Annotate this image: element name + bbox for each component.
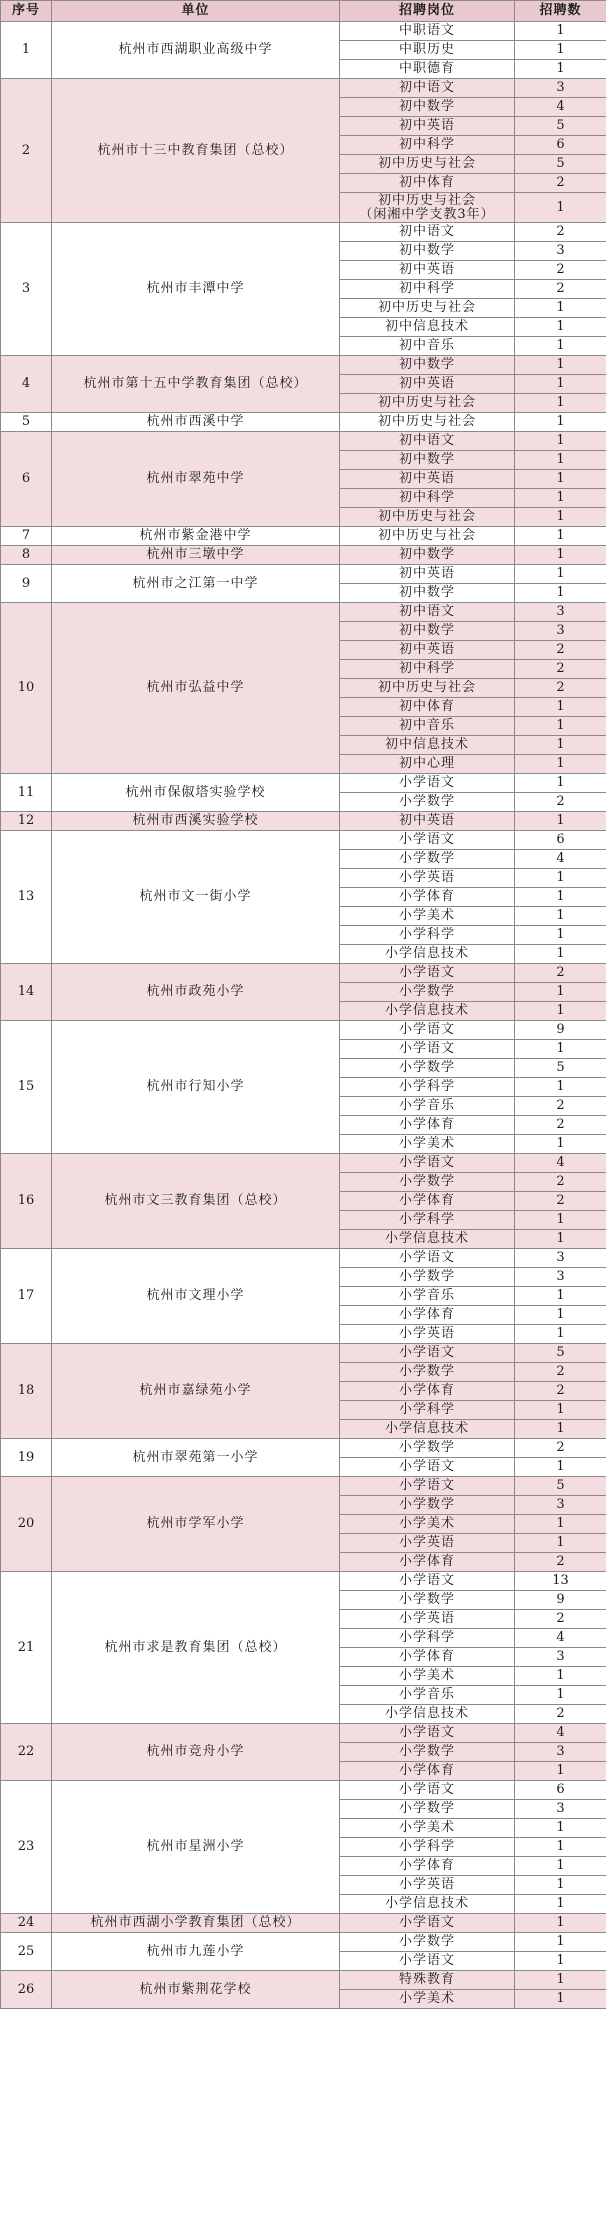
- post-cell: 小学体育: [340, 1192, 515, 1211]
- serial-no-cell: 25: [1, 1933, 52, 1971]
- table-row: [1, 22, 606, 41]
- post-cell: 小学语文: [340, 1724, 515, 1743]
- post-cell: 初中体育: [340, 174, 515, 193]
- count-cell: 1: [515, 1078, 606, 1097]
- table-row: [1, 1724, 606, 1743]
- post-cell: 初中英语: [340, 261, 515, 280]
- table-row: [1, 79, 606, 98]
- count-cell: 1: [515, 1838, 606, 1857]
- post-cell: 小学语文: [340, 1572, 515, 1591]
- count-cell: 3: [515, 1800, 606, 1819]
- count-cell: 3: [515, 1648, 606, 1667]
- table-row: [1, 1154, 606, 1173]
- serial-no-cell: 18: [1, 1344, 52, 1439]
- post-cell: 小学信息技术: [340, 1420, 515, 1439]
- school-name-cell: 杭州市竞舟小学: [52, 1724, 340, 1781]
- count-cell: 3: [515, 1268, 606, 1287]
- post-cell: 初中语文: [340, 223, 515, 242]
- table-row: [1, 774, 606, 793]
- post-cell: 小学英语: [340, 1534, 515, 1553]
- post-cell: 小学科学: [340, 1211, 515, 1230]
- post-cell: 小学语文: [340, 1952, 515, 1971]
- serial-no-cell: 9: [1, 565, 52, 603]
- count-cell: 2: [515, 641, 606, 660]
- post-cell: 小学美术: [340, 1515, 515, 1534]
- post-cell: 小学体育: [340, 1648, 515, 1667]
- serial-no-cell: 3: [1, 223, 52, 356]
- post-cell: 小学数学: [340, 1268, 515, 1287]
- count-cell: 1: [515, 527, 606, 546]
- count-cell: 1: [515, 318, 606, 337]
- post-cell: 小学数学: [340, 793, 515, 812]
- post-cell: 小学体育: [340, 1116, 515, 1135]
- count-cell: 5: [515, 1344, 606, 1363]
- count-cell: 3: [515, 79, 606, 98]
- serial-no-cell: 20: [1, 1477, 52, 1572]
- count-cell: 2: [515, 174, 606, 193]
- post-cell: 初中科学: [340, 660, 515, 679]
- post-cell: 小学信息技术: [340, 1002, 515, 1021]
- count-cell: 2: [515, 1363, 606, 1382]
- post-cell: 初中历史与社会: [340, 679, 515, 698]
- post-cell: 初中历史与社会: [340, 155, 515, 174]
- post-cell: 小学美术: [340, 1667, 515, 1686]
- post-cell: 初中体育: [340, 698, 515, 717]
- count-cell: 2: [515, 1553, 606, 1572]
- count-cell: 1: [515, 698, 606, 717]
- header-post: 招聘岗位: [340, 1, 515, 22]
- serial-no-cell: 10: [1, 603, 52, 774]
- post-cell: 小学数学: [340, 1059, 515, 1078]
- post-line: （闲湘中学支教3年）: [359, 206, 495, 222]
- school-name-cell: 杭州市九莲小学: [52, 1933, 340, 1971]
- post-cell: 初中数学: [340, 356, 515, 375]
- post-cell: 小学语文: [340, 1040, 515, 1059]
- count-cell: 2: [515, 1610, 606, 1629]
- serial-no-cell: 12: [1, 812, 52, 831]
- school-name-cell: 杭州市弘益中学: [52, 603, 340, 774]
- count-cell: 1: [515, 755, 606, 774]
- count-cell: 1: [515, 1135, 606, 1154]
- serial-no-cell: 6: [1, 432, 52, 527]
- post-cell: 初中英语: [340, 117, 515, 136]
- school-name-cell: 杭州市文理小学: [52, 1249, 340, 1344]
- count-cell: 13: [515, 1572, 606, 1591]
- table-row: [1, 1933, 606, 1952]
- serial-no-cell: 13: [1, 831, 52, 964]
- table-row: [1, 1971, 606, 1990]
- count-cell: 1: [515, 394, 606, 413]
- count-cell: 1: [515, 812, 606, 831]
- post-cell: 小学英语: [340, 1610, 515, 1629]
- count-cell: 1: [515, 1458, 606, 1477]
- post-cell: 初中音乐: [340, 717, 515, 736]
- post-cell: 小学美术: [340, 1990, 515, 2009]
- post-cell: 小学语文: [340, 1477, 515, 1496]
- count-cell: 1: [515, 1401, 606, 1420]
- count-cell: 1: [515, 1211, 606, 1230]
- school-name-cell: 杭州市紫金港中学: [52, 527, 340, 546]
- count-cell: 1: [515, 489, 606, 508]
- count-cell: 1: [515, 193, 606, 223]
- school-name-cell: 杭州市西溪实验学校: [52, 812, 340, 831]
- table-row: [1, 1477, 606, 1496]
- post-cell: 小学数学: [340, 1591, 515, 1610]
- table-row: [1, 546, 606, 565]
- serial-no-cell: 26: [1, 1971, 52, 2009]
- serial-no-cell: 21: [1, 1572, 52, 1724]
- count-cell: 1: [515, 470, 606, 489]
- school-name-cell: 杭州市西湖小学教育集团（总校）: [52, 1914, 340, 1933]
- count-cell: 1: [515, 1876, 606, 1895]
- post-cell: 小学数学: [340, 1496, 515, 1515]
- count-cell: 1: [515, 1534, 606, 1553]
- count-cell: 5: [515, 117, 606, 136]
- count-cell: 6: [515, 1781, 606, 1800]
- table-row: [1, 1344, 606, 1363]
- count-cell: 6: [515, 831, 606, 850]
- table-row: [1, 1439, 606, 1458]
- school-name-cell: 杭州市西溪中学: [52, 413, 340, 432]
- school-name-cell: 杭州市星洲小学: [52, 1781, 340, 1914]
- post-cell: 特殊教育: [340, 1971, 515, 1990]
- school-name-cell: 杭州市文一街小学: [52, 831, 340, 964]
- post-cell: 小学语文: [340, 1021, 515, 1040]
- table-row: [1, 1249, 606, 1268]
- serial-no-cell: 16: [1, 1154, 52, 1249]
- table-row: [1, 356, 606, 375]
- post-cell: 小学科学: [340, 1078, 515, 1097]
- post-cell: 小学数学: [340, 1800, 515, 1819]
- school-name-cell: 杭州市学军小学: [52, 1477, 340, 1572]
- post-cell: 小学体育: [340, 1382, 515, 1401]
- count-cell: 2: [515, 1192, 606, 1211]
- post-cell: 初中历史与社会: [340, 527, 515, 546]
- count-cell: 2: [515, 679, 606, 698]
- post-cell: 小学数学: [340, 850, 515, 869]
- school-name-cell: 杭州市丰潭中学: [52, 223, 340, 356]
- table-row: [1, 603, 606, 622]
- count-cell: 5: [515, 1059, 606, 1078]
- count-cell: 1: [515, 337, 606, 356]
- post-cell: 小学语文: [340, 1458, 515, 1477]
- table-row: [1, 223, 606, 242]
- table-row: [1, 432, 606, 451]
- count-cell: 1: [515, 413, 606, 432]
- school-name-cell: 杭州市十三中教育集团（总校）: [52, 79, 340, 223]
- post-cell: 小学数学: [340, 1743, 515, 1762]
- post-cell: 小学语文: [340, 1154, 515, 1173]
- count-cell: 2: [515, 1439, 606, 1458]
- count-cell: 4: [515, 98, 606, 117]
- count-cell: 3: [515, 622, 606, 641]
- post-cell: 小学音乐: [340, 1097, 515, 1116]
- post-cell: 初中历史与社会: [340, 394, 515, 413]
- post-cell: 小学语文: [340, 831, 515, 850]
- serial-no-cell: 8: [1, 546, 52, 565]
- post-cell: 初中历史与社会: [340, 413, 515, 432]
- school-name-cell: 杭州市嘉绿苑小学: [52, 1344, 340, 1439]
- count-cell: 1: [515, 1002, 606, 1021]
- school-name-cell: 杭州市之江第一中学: [52, 565, 340, 603]
- post-cell: 小学语文: [340, 1781, 515, 1800]
- count-cell: 1: [515, 1306, 606, 1325]
- count-cell: 2: [515, 1705, 606, 1724]
- count-cell: 5: [515, 155, 606, 174]
- post-cell: 小学数学: [340, 1439, 515, 1458]
- post-cell: 小学语文: [340, 774, 515, 793]
- post-cell: 小学科学: [340, 926, 515, 945]
- post-cell: 初中英语: [340, 565, 515, 584]
- post-cell: 小学音乐: [340, 1287, 515, 1306]
- post-cell: 小学科学: [340, 1629, 515, 1648]
- post-cell: 初中数学: [340, 584, 515, 603]
- count-cell: 1: [515, 375, 606, 394]
- school-name-cell: 杭州市翠苑第一小学: [52, 1439, 340, 1477]
- post-cell: 小学美术: [340, 907, 515, 926]
- count-cell: 1: [515, 888, 606, 907]
- serial-no-cell: 4: [1, 356, 52, 413]
- serial-no-cell: 19: [1, 1439, 52, 1477]
- count-cell: 1: [515, 432, 606, 451]
- table-row: [1, 1572, 606, 1591]
- header-serial-no: 序号: [1, 1, 52, 22]
- count-cell: 5: [515, 1477, 606, 1496]
- post-cell: 小学音乐: [340, 1686, 515, 1705]
- post-cell: 初中音乐: [340, 337, 515, 356]
- count-cell: 2: [515, 1382, 606, 1401]
- post-cell: 初中英语: [340, 812, 515, 831]
- post-cell: 小学体育: [340, 1553, 515, 1572]
- count-cell: 1: [515, 1990, 606, 2009]
- post-cell: 小学科学: [340, 1401, 515, 1420]
- count-cell: 1: [515, 584, 606, 603]
- serial-no-cell: 7: [1, 527, 52, 546]
- post-cell: 小学体育: [340, 888, 515, 907]
- count-cell: 1: [515, 565, 606, 584]
- serial-no-cell: 5: [1, 413, 52, 432]
- post-cell: 小学英语: [340, 869, 515, 888]
- post-cell: 初中英语: [340, 470, 515, 489]
- post-cell: 小学信息技术: [340, 1705, 515, 1724]
- table-row: [1, 1914, 606, 1933]
- serial-no-cell: 22: [1, 1724, 52, 1781]
- count-cell: 3: [515, 242, 606, 261]
- count-cell: 1: [515, 774, 606, 793]
- count-cell: 3: [515, 603, 606, 622]
- post-cell: 初中信息技术: [340, 736, 515, 755]
- post-cell: 初中信息技术: [340, 318, 515, 337]
- post-cell: 初中数学: [340, 546, 515, 565]
- count-cell: 1: [515, 41, 606, 60]
- post-cell: 小学数学: [340, 983, 515, 1002]
- count-cell: 2: [515, 261, 606, 280]
- count-cell: 4: [515, 1154, 606, 1173]
- school-name-cell: 杭州市第十五中学教育集团（总校）: [52, 356, 340, 413]
- count-cell: 1: [515, 1230, 606, 1249]
- post-cell: 初中心理: [340, 755, 515, 774]
- school-name-cell: 杭州市三墩中学: [52, 546, 340, 565]
- post-cell: 小学数学: [340, 1933, 515, 1952]
- post-cell: 初中语文: [340, 432, 515, 451]
- count-cell: 3: [515, 1743, 606, 1762]
- count-cell: 2: [515, 280, 606, 299]
- count-cell: 2: [515, 964, 606, 983]
- post-cell: 初中数学: [340, 622, 515, 641]
- post-cell: 初中数学: [340, 242, 515, 261]
- count-cell: 2: [515, 223, 606, 242]
- serial-no-cell: 15: [1, 1021, 52, 1154]
- school-name-cell: 杭州市翠苑中学: [52, 432, 340, 527]
- post-cell: 初中语文: [340, 79, 515, 98]
- header-unit: 单位: [52, 1, 340, 22]
- post-line: 初中历史与社会: [377, 192, 476, 208]
- count-cell: 3: [515, 1249, 606, 1268]
- count-cell: 1: [515, 299, 606, 318]
- school-name-cell: 杭州市行知小学: [52, 1021, 340, 1154]
- post-cell: 初中科学: [340, 489, 515, 508]
- count-cell: 1: [515, 1895, 606, 1914]
- count-cell: 1: [515, 869, 606, 888]
- count-cell: 1: [515, 356, 606, 375]
- count-cell: 6: [515, 136, 606, 155]
- header-row: [1, 1, 606, 22]
- count-cell: 4: [515, 850, 606, 869]
- count-cell: 1: [515, 1857, 606, 1876]
- serial-no-cell: 1: [1, 22, 52, 79]
- post-cell: 初中英语: [340, 641, 515, 660]
- count-cell: 1: [515, 22, 606, 41]
- table-row: [1, 527, 606, 546]
- table-row: [1, 964, 606, 983]
- post-cell: 小学美术: [340, 1135, 515, 1154]
- count-cell: 1: [515, 508, 606, 527]
- post-cell: 初中英语: [340, 375, 515, 394]
- post-cell: 小学数学: [340, 1173, 515, 1192]
- count-cell: 1: [515, 1420, 606, 1439]
- post-cell: 小学科学: [340, 1838, 515, 1857]
- school-name-cell: 杭州市西湖职业高级中学: [52, 22, 340, 79]
- post-cell: 小学语文: [340, 964, 515, 983]
- post-cell: 小学信息技术: [340, 1230, 515, 1249]
- count-cell: 1: [515, 907, 606, 926]
- post-cell: 中职历史: [340, 41, 515, 60]
- count-cell: 1: [515, 1040, 606, 1059]
- count-cell: 1: [515, 1667, 606, 1686]
- school-name-cell: 杭州市紫荆花学校: [52, 1971, 340, 2009]
- table-row: [1, 565, 606, 584]
- post-cell: 初中科学: [340, 136, 515, 155]
- table-row: [1, 1781, 606, 1800]
- post-cell: 小学体育: [340, 1857, 515, 1876]
- count-cell: 2: [515, 660, 606, 679]
- post-cell: 初中科学: [340, 280, 515, 299]
- count-cell: 9: [515, 1021, 606, 1040]
- count-cell: 2: [515, 793, 606, 812]
- header-count: 招聘数: [515, 1, 606, 22]
- count-cell: 1: [515, 1686, 606, 1705]
- post-cell: [340, 193, 515, 223]
- post-cell: 初中数学: [340, 98, 515, 117]
- count-cell: 9: [515, 1591, 606, 1610]
- post-cell: 小学英语: [340, 1876, 515, 1895]
- post-cell: 初中历史与社会: [340, 508, 515, 527]
- table-row: [1, 831, 606, 850]
- count-cell: 1: [515, 1515, 606, 1534]
- count-cell: 1: [515, 983, 606, 1002]
- post-cell: 小学体育: [340, 1306, 515, 1325]
- table-row: [1, 413, 606, 432]
- count-cell: 1: [515, 1933, 606, 1952]
- count-cell: 1: [515, 1971, 606, 1990]
- count-cell: 4: [515, 1724, 606, 1743]
- count-cell: 1: [515, 926, 606, 945]
- count-cell: 1: [515, 60, 606, 79]
- school-name-cell: 杭州市求是教育集团（总校）: [52, 1572, 340, 1724]
- count-cell: 1: [515, 1287, 606, 1306]
- count-cell: 2: [515, 1173, 606, 1192]
- post-cell: 初中数学: [340, 451, 515, 470]
- post-cell: 小学数学: [340, 1363, 515, 1382]
- post-cell: 小学美术: [340, 1819, 515, 1838]
- count-cell: 1: [515, 1952, 606, 1971]
- post-cell: 小学信息技术: [340, 1895, 515, 1914]
- count-cell: 3: [515, 1496, 606, 1515]
- school-name-cell: 杭州市文三教育集团（总校）: [52, 1154, 340, 1249]
- count-cell: 1: [515, 1819, 606, 1838]
- post-cell: 小学语文: [340, 1344, 515, 1363]
- count-cell: 4: [515, 1629, 606, 1648]
- count-cell: 1: [515, 717, 606, 736]
- serial-no-cell: 11: [1, 774, 52, 812]
- count-cell: 2: [515, 1097, 606, 1116]
- post-cell: 小学英语: [340, 1325, 515, 1344]
- post-cell: 中职语文: [340, 22, 515, 41]
- serial-no-cell: 14: [1, 964, 52, 1021]
- post-cell: 小学语文: [340, 1249, 515, 1268]
- count-cell: 1: [515, 1762, 606, 1781]
- table-row: [1, 812, 606, 831]
- post-cell: 小学信息技术: [340, 945, 515, 964]
- count-cell: 1: [515, 546, 606, 565]
- serial-no-cell: 2: [1, 79, 52, 223]
- post-cell: 中职德育: [340, 60, 515, 79]
- serial-no-cell: 24: [1, 1914, 52, 1933]
- school-name-cell: 杭州市政苑小学: [52, 964, 340, 1021]
- table-body: [1, 22, 606, 2009]
- table-row: [1, 1021, 606, 1040]
- post-cell: 小学语文: [340, 1914, 515, 1933]
- count-cell: 1: [515, 945, 606, 964]
- count-cell: 1: [515, 451, 606, 470]
- serial-no-cell: 23: [1, 1781, 52, 1914]
- count-cell: 1: [515, 736, 606, 755]
- count-cell: 1: [515, 1914, 606, 1933]
- post-cell: 初中语文: [340, 603, 515, 622]
- count-cell: 2: [515, 1116, 606, 1135]
- post-cell: 初中历史与社会: [340, 299, 515, 318]
- serial-no-cell: 17: [1, 1249, 52, 1344]
- school-name-cell: 杭州市保俶塔实验学校: [52, 774, 340, 812]
- count-cell: 1: [515, 1325, 606, 1344]
- post-cell: 小学体育: [340, 1762, 515, 1781]
